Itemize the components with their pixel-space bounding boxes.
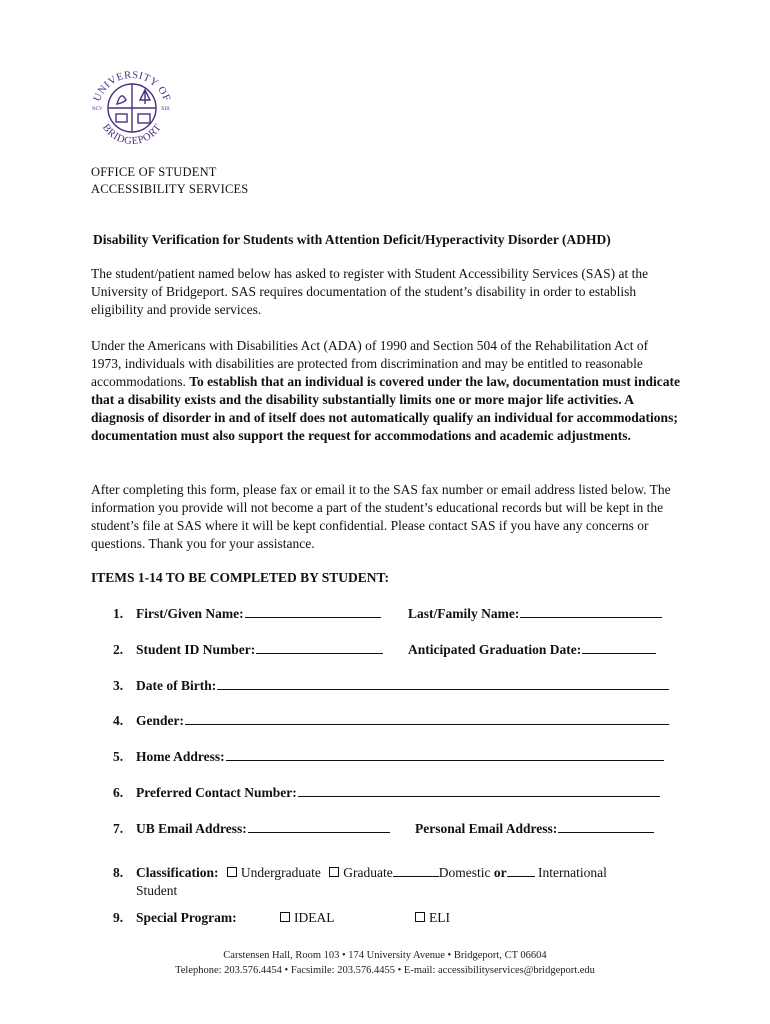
student-label: Student [136, 883, 178, 898]
svg-text:UNIVERSITY OF: UNIVERSITY OF [91, 69, 173, 104]
first-name-label: First/Given Name: [136, 606, 244, 621]
home-address-field[interactable] [226, 748, 664, 761]
ideal-checkbox[interactable] [280, 912, 290, 922]
office-line-1: OFFICE OF STUDENT [91, 165, 217, 179]
footer-address: Carstensen Hall, Room 103 • 174 University Avenue • Bridgeport, CT 06604 [223, 950, 547, 961]
ub-email-field[interactable] [248, 820, 390, 833]
office-line-2: ACCESSIBILITY SERVICES [91, 182, 249, 196]
contact-number-field[interactable] [298, 784, 660, 797]
item-number: 5. [113, 749, 124, 764]
field-row-name [113, 605, 683, 622]
form-title: Disability Verification for Students with Attention Deficit/Hyperactivity Disorder (ADHD) [93, 232, 611, 247]
field-row-special-program [113, 910, 683, 926]
last-name-label: Last/Family Name: [408, 606, 520, 621]
field-row-classification [113, 864, 683, 900]
graduate-checkbox[interactable] [329, 867, 339, 877]
university-seal-logo [86, 62, 178, 154]
first-name-field[interactable] [245, 605, 381, 618]
instructions-paragraph: After completing this form, please fax or email it to the SAS fax number or email address listed below. The information you provide will not become a part of the student’s educational records but will be kept in the student’s file at SAS where it will be kept confidential. Please contact SAS if you have any concerns or questions. Thank you for your assistance. [91, 482, 671, 551]
special-program-label: Special Program: [136, 910, 237, 925]
field-row-gender [113, 712, 683, 729]
graduate-option-label: Graduate [343, 865, 393, 880]
item-number: 7. [113, 821, 124, 836]
items-heading: ITEMS 1-14 TO BE COMPLETED BY STUDENT: [91, 570, 390, 585]
contact-number-label: Preferred Contact Number: [136, 785, 297, 800]
ideal-option [275, 910, 335, 926]
personal-email-label: Personal Email Address: [415, 821, 558, 836]
ada-paragraph [91, 337, 681, 445]
item-number: 8. [113, 865, 124, 880]
dob-field[interactable] [217, 677, 669, 690]
home-address-label: Home Address: [136, 749, 225, 764]
graduation-date-group [408, 641, 656, 658]
ada-paragraph-plain: Under the Americans with Disabilities Act (ADA) of 1990 and Section 504 of the Rehabilitation Act of 1973, individuals with disabilities are protected from discrimination and may be entitled to reasonable accommodations. [91, 338, 649, 389]
undergraduate-checkbox[interactable] [227, 867, 237, 877]
item-number: 4. [113, 713, 124, 728]
item-number: 1. [113, 606, 124, 621]
ideal-option-label: IDEAL [294, 910, 335, 925]
personal-email-field[interactable] [558, 820, 654, 833]
ada-paragraph-bold: To establish that an individual is covered under the law, documentation must indicate that a disability exists and the disability substantially limits one or more major life activities. A diagnosis of disorder in and of itself does not automatically qualify an individual for accommodations; documentation must also support the request for accommodations and academic adjustments. [91, 374, 680, 443]
field-row-student-id [113, 641, 683, 658]
item-number: 3. [113, 678, 124, 693]
last-name-field[interactable] [520, 605, 662, 618]
seal-left-text: NCV [92, 107, 103, 112]
svg-text:BRIDGEPORT: BRIDGEPORT [99, 122, 165, 148]
undergraduate-option-label: Undergraduate [240, 865, 321, 880]
international-field[interactable] [507, 864, 535, 877]
last-name-group [408, 605, 662, 622]
dob-label: Date of Birth: [136, 678, 217, 693]
item-number: 2. [113, 642, 124, 657]
student-id-label: Student ID Number: [136, 642, 256, 657]
international-label: International [537, 865, 607, 880]
field-row-contact-number [113, 784, 683, 801]
field-row-email [113, 820, 683, 837]
item-number: 6. [113, 785, 124, 800]
seal-right-text: XIII [161, 107, 170, 112]
eli-option-label: ELI [429, 910, 450, 925]
eli-option [410, 910, 450, 926]
field-row-home-address [113, 748, 683, 765]
student-id-field[interactable] [256, 641, 383, 654]
graduation-date-field[interactable] [582, 641, 656, 654]
office-name [91, 164, 248, 198]
gender-field[interactable] [185, 712, 669, 725]
personal-email-group [415, 820, 654, 837]
field-row-dob [113, 677, 683, 694]
intro-paragraph: The student/patient named below has asked to register with Student Accessibility Services (SAS) at the University of Bridgeport. SAS requires documentation of the student’s disability in order to establish eligibility and provide services. [91, 266, 649, 317]
gender-label: Gender: [136, 713, 184, 728]
eli-checkbox[interactable] [415, 912, 425, 922]
domestic-field[interactable] [393, 864, 439, 877]
footer-contact: Telephone: 203.576.4454 • Facsimile: 203.576.4455 • E-mail: accessibilityservices@bridgeport.edu [175, 965, 595, 976]
item-number: 9. [113, 910, 124, 925]
classification-label: Classification: [136, 865, 219, 880]
or-label: or [493, 865, 507, 880]
domestic-label: Domestic [438, 865, 491, 880]
graduation-date-label: Anticipated Graduation Date: [408, 642, 582, 657]
ub-email-label: UB Email Address: [136, 821, 247, 836]
